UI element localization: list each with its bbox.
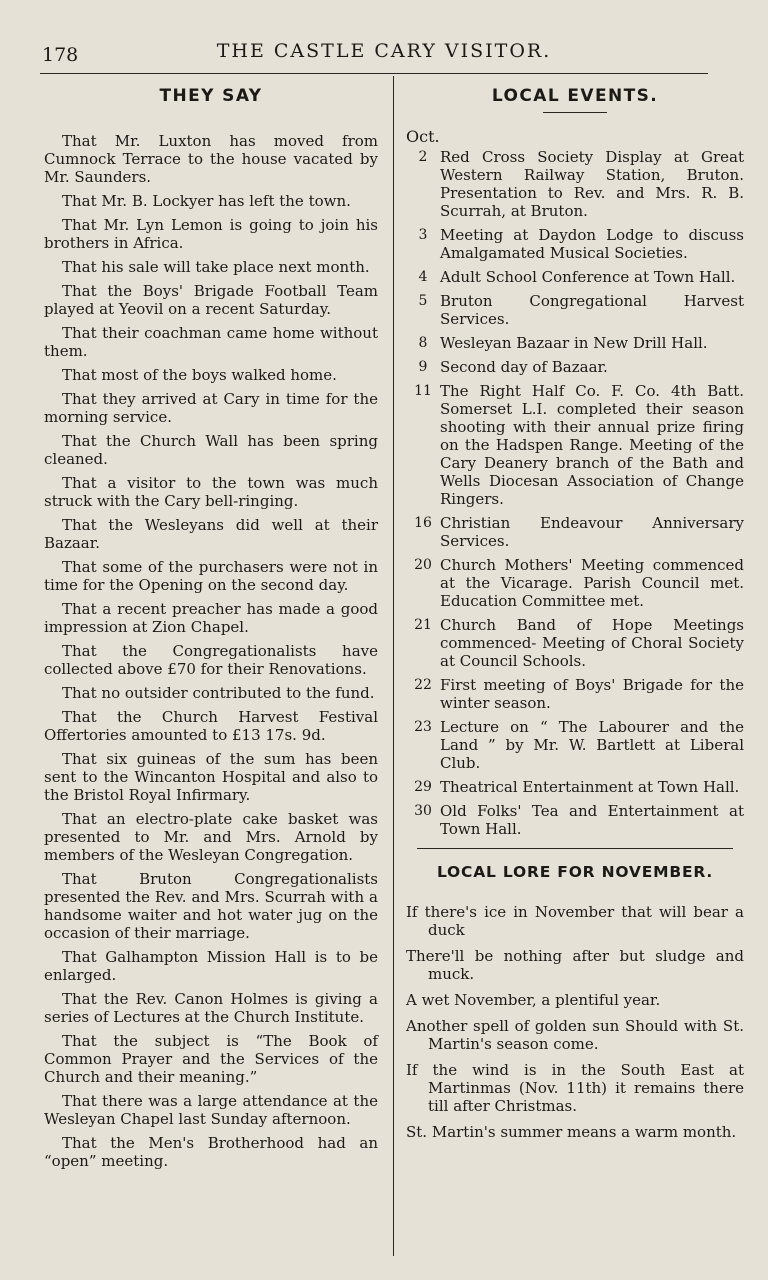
event-row: [406, 514, 744, 550]
event-row: [406, 358, 744, 376]
column-divider: [393, 76, 394, 1256]
event-text: First meeting of Boys' Brigade for the winter season.: [440, 676, 744, 712]
event-day: 30: [414, 803, 432, 819]
event-text: Red Cross Society Display at Great Western Railway Station, Bruton. Presentation to Rev. and Mrs. R. B. Scurrah, at Bruton.: [440, 148, 744, 220]
they-say-item: That the Men's Brotherhood had an “open” meeting.: [44, 1134, 378, 1170]
event-row: [406, 334, 744, 352]
they-say-column: [44, 86, 378, 1176]
local-events-heading: LOCAL EVENTS.: [491, 86, 659, 106]
events-list: [406, 148, 744, 838]
month-label: Oct.: [406, 127, 440, 146]
they-say-item: That the Congregationalists have collected above £70 for their Renovations.: [44, 642, 378, 678]
local-events-column: [406, 86, 744, 1149]
event-day: 2: [418, 149, 428, 165]
heading-rule: [543, 112, 607, 113]
they-say-item: That most of the boys walked home.: [62, 366, 337, 384]
lore-item: If there's ice in November that will bear a duck: [406, 903, 744, 939]
event-row: [406, 802, 744, 838]
event-row: [406, 616, 744, 670]
lore-list: [406, 903, 744, 1141]
they-say-item: That the subject is “The Book of Common Prayer and the Services of the Church and their meaning.”: [44, 1032, 378, 1086]
they-say-item: That his sale will take place next month.: [62, 258, 370, 276]
they-say-list: [44, 132, 378, 1170]
event-row: [406, 382, 744, 508]
event-text: The Right Half Co. F. Co. 4th Batt. Somerset L.I. completed their season shooting with their annual prize firing on the Hadspen Range. Meeting of the Cary Deanery branch of the Bath and Wells Diocesan Association of Change Ringers.: [440, 382, 744, 508]
they-say-item: That some of the purchasers were not in time for the Opening on the second day.: [44, 558, 378, 594]
local-lore-heading: LOCAL LORE FOR NOVEMBER.: [436, 863, 714, 881]
event-text: Wesleyan Bazaar in New Drill Hall.: [440, 334, 708, 352]
event-row: [406, 778, 744, 796]
they-say-item: That Mr. Luxton has moved from Cumnock Terrace to the house vacated by Mr. Saunders.: [44, 132, 378, 186]
event-day: 9: [418, 359, 428, 375]
they-say-item: That no outsider contributed to the fund.: [62, 684, 375, 702]
event-text: Old Folks' Tea and Entertainment at Town Hall.: [440, 802, 744, 838]
event-day: 29: [414, 779, 432, 795]
event-text: Christian Endeavour Anniversary Services.: [440, 514, 744, 550]
event-day: 16: [414, 515, 432, 531]
page-number: 178: [42, 44, 79, 66]
running-title: THE CASTLE CARY VISITOR.: [216, 40, 552, 62]
they-say-item: That they arrived at Cary in time for the morning service.: [44, 390, 378, 426]
they-say-item: That Mr. Lyn Lemon is going to join his brothers in Africa.: [44, 216, 378, 252]
they-say-item: That the Wesleyans did well at their Bazaar.: [44, 516, 378, 552]
event-row: [406, 556, 744, 610]
lore-item: There'll be nothing after but sludge and muck.: [406, 947, 744, 983]
event-day: 4: [418, 269, 428, 285]
they-say-item: That the Boys' Brigade Football Team played at Yeovil on a recent Saturday.: [44, 282, 378, 318]
they-say-item: That Galhampton Mission Hall is to be enlarged.: [44, 948, 378, 984]
event-row: [406, 292, 744, 328]
event-row: [406, 268, 744, 286]
header-rule: [40, 73, 708, 74]
event-text: Meeting at Daydon Lodge to discuss Amalgamated Musical Societies.: [440, 226, 744, 262]
they-say-item: That their coachman came home without them.: [44, 324, 378, 360]
they-say-item: That the Church Harvest Festival Offertories amounted to £13 17s. 9d.: [44, 708, 378, 744]
event-day: 5: [418, 293, 428, 309]
event-row: [406, 676, 744, 712]
event-text: Theatrical Entertainment at Town Hall.: [440, 778, 740, 796]
they-say-item: That a visitor to the town was much struck with the Cary bell-ringing.: [44, 474, 378, 510]
event-text: Bruton Congregational Harvest Services.: [440, 292, 744, 328]
event-day: 23: [414, 719, 432, 735]
they-say-item: That six guineas of the sum has been sent to the Wincanton Hospital and also to the Bristol Royal Infirmary.: [44, 750, 378, 804]
they-say-item: That a recent preacher has made a good impression at Zion Chapel.: [44, 600, 378, 636]
they-say-item: That an electro-plate cake basket was presented to Mr. and Mrs. Arnold by members of the Wesleyan Congregation.: [44, 810, 378, 864]
event-day: 3: [418, 227, 428, 243]
they-say-heading: THEY SAY: [159, 86, 263, 106]
event-row: [406, 226, 744, 262]
lore-item: St. Martin's summer means a warm month.: [406, 1123, 737, 1141]
event-row: [406, 148, 744, 220]
event-day: 8: [418, 335, 428, 351]
event-day: 22: [414, 677, 432, 693]
event-day: 21: [414, 617, 432, 633]
lore-item: A wet November, a plentiful year.: [406, 991, 661, 1009]
event-day: 20: [414, 557, 432, 573]
event-text: Church Band of Hope Meetings commenced- Meeting of Choral Society at Council Schools.: [440, 616, 744, 670]
they-say-item: That the Rev. Canon Holmes is giving a series of Lectures at the Church Institute.: [44, 990, 378, 1026]
event-text: Second day of Bazaar.: [440, 358, 608, 376]
event-row: [406, 718, 744, 772]
event-text: Lecture on “ The Labourer and the Land ” by Mr. W. Bartlett at Liberal Club.: [440, 718, 744, 772]
they-say-item: That there was a large attendance at the Wesleyan Chapel last Sunday afternoon.: [44, 1092, 378, 1128]
they-say-item: That Mr. B. Lockyer has left the town.: [62, 192, 351, 210]
section-rule: [417, 848, 733, 849]
lore-item: Another spell of golden sun Should with St. Martin's season come.: [406, 1017, 744, 1053]
event-day: 11: [414, 383, 432, 399]
lore-item: If the wind is in the South East at Martinmas (Nov. 11th) it remains there till after Christmas.: [406, 1061, 744, 1115]
event-text: Adult School Conference at Town Hall.: [440, 268, 736, 286]
event-text: Church Mothers' Meeting commenced at the Vicarage. Parish Council met. Education Committee met.: [440, 556, 744, 610]
they-say-item: That Bruton Congregationalists presented the Rev. and Mrs. Scurrah with a handsome waiter and hot water jug on the occasion of their marriage.: [44, 870, 378, 942]
they-say-item: That the Church Wall has been spring cleaned.: [44, 432, 378, 468]
